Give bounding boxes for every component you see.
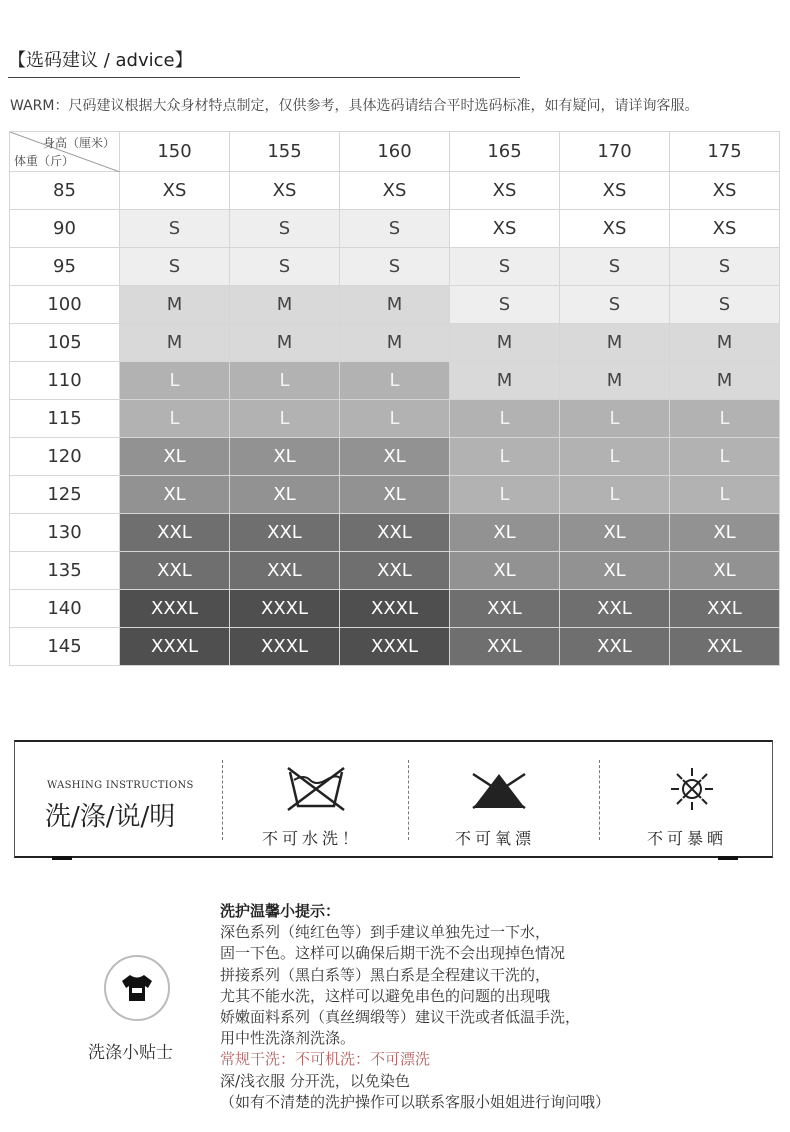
size-cell: XXL — [230, 514, 340, 552]
size-cell: M — [230, 286, 340, 324]
size-cell: XXXL — [230, 628, 340, 666]
no-bleach-icon — [469, 770, 529, 812]
size-cell: L — [340, 400, 450, 438]
size-cell: M — [560, 324, 670, 362]
size-cell: XXL — [340, 552, 450, 590]
size-cell: XXL — [670, 590, 780, 628]
size-cell: S — [670, 248, 780, 286]
tips-badge — [104, 955, 170, 1021]
divider — [718, 856, 738, 860]
height-header: 165 — [450, 132, 560, 172]
size-cell: M — [340, 324, 450, 362]
size-cell: XXXL — [230, 590, 340, 628]
size-cell: XL — [340, 438, 450, 476]
weight-cell: 100 — [10, 286, 120, 324]
size-cell: L — [670, 400, 780, 438]
corner-height-label: 身高（厘米） — [42, 136, 115, 150]
size-cell: L — [340, 362, 450, 400]
size-row — [10, 362, 780, 400]
tips-line: 用中性洗涤剂洗涤。 — [220, 1029, 356, 1048]
size-cell: XXL — [120, 514, 230, 552]
size-cell: XL — [230, 476, 340, 514]
weight-cell: 110 — [10, 362, 120, 400]
size-chart-body — [10, 172, 780, 666]
corner-cell — [10, 132, 120, 172]
size-cell: S — [560, 248, 670, 286]
size-row — [10, 324, 780, 362]
height-header: 170 — [560, 132, 670, 172]
size-cell: XXL — [670, 628, 780, 666]
weight-cell: 120 — [10, 438, 120, 476]
size-row — [10, 400, 780, 438]
size-cell: M — [230, 324, 340, 362]
weight-cell: 135 — [10, 552, 120, 590]
size-cell: S — [230, 210, 340, 248]
size-cell: XL — [670, 552, 780, 590]
no-sun-icon — [669, 766, 715, 812]
tips-caption: 洗涤小贴士 — [88, 1043, 173, 1063]
size-cell: L — [560, 476, 670, 514]
size-cell: XL — [450, 552, 560, 590]
size-cell: XL — [230, 438, 340, 476]
tips-line: 深色系列（纯红色等）到手建议单独先过一下水， — [220, 923, 551, 942]
size-cell: L — [120, 362, 230, 400]
size-cell: M — [450, 324, 560, 362]
tips-line: 固一下色。这样可以确保后期干洗不会出现掉色情况 — [220, 944, 566, 963]
size-cell: XS — [120, 172, 230, 210]
size-cell: L — [120, 400, 230, 438]
size-chart — [9, 131, 780, 666]
size-cell: XXXL — [120, 590, 230, 628]
divider — [52, 856, 72, 860]
weight-cell: 85 — [10, 172, 120, 210]
size-cell: S — [450, 286, 560, 324]
washing-title-cn: 洗/涤/说/明 — [45, 802, 176, 832]
size-cell: XXL — [560, 590, 670, 628]
size-cell: XL — [560, 514, 670, 552]
size-cell: XS — [450, 172, 560, 210]
size-cell: M — [450, 362, 560, 400]
size-cell: XXL — [120, 552, 230, 590]
size-cell: L — [670, 438, 780, 476]
size-cell: XS — [450, 210, 560, 248]
height-header: 175 — [670, 132, 780, 172]
size-cell: L — [230, 362, 340, 400]
no-bleach-label: 不可氧漂 — [455, 829, 536, 848]
size-row — [10, 552, 780, 590]
weight-cell: 145 — [10, 628, 120, 666]
size-cell: XL — [120, 438, 230, 476]
size-cell: S — [340, 248, 450, 286]
size-cell: L — [560, 400, 670, 438]
weight-cell: 140 — [10, 590, 120, 628]
size-cell: S — [230, 248, 340, 286]
height-header: 150 — [120, 132, 230, 172]
size-cell: S — [670, 286, 780, 324]
size-cell: L — [230, 400, 340, 438]
weight-cell: 130 — [10, 514, 120, 552]
corner-weight-label: 体重（斤） — [14, 154, 75, 168]
size-row — [10, 514, 780, 552]
size-row — [10, 286, 780, 324]
tips-line: 深/浅衣服 分开洗，以免染色 — [220, 1071, 410, 1090]
size-cell: S — [560, 286, 670, 324]
size-cell: XL — [670, 514, 780, 552]
weight-cell: 90 — [10, 210, 120, 248]
divider — [222, 760, 223, 840]
size-cell: XXL — [340, 514, 450, 552]
section-heading: 【选码建议 / advice】 — [8, 46, 520, 78]
size-cell: XL — [120, 476, 230, 514]
tips-line: 拼接系列（黑白系等）黑白系是全程建议干洗的， — [220, 965, 551, 984]
size-row — [10, 628, 780, 666]
height-header-row — [10, 132, 780, 172]
size-cell: XXL — [560, 628, 670, 666]
no-wash-label: 不可水洗！ — [262, 829, 363, 848]
size-row — [10, 438, 780, 476]
size-cell: XS — [560, 172, 670, 210]
warm-note: WARM：尺码建议根据大众身材特点制定，仅供参考，具体选码请结合平时选码标准，如有疑问，请详询客服。 — [10, 98, 699, 114]
care-tips — [220, 901, 610, 1113]
size-cell: XS — [670, 210, 780, 248]
size-cell: XXL — [230, 552, 340, 590]
size-cell: L — [450, 400, 560, 438]
size-cell: XXXL — [340, 628, 450, 666]
height-header: 160 — [340, 132, 450, 172]
height-header: 155 — [230, 132, 340, 172]
size-cell: XL — [340, 476, 450, 514]
washing-title-en: WASHING INSTRUCTIONS — [47, 780, 194, 791]
size-cell: XL — [450, 514, 560, 552]
size-cell: M — [120, 286, 230, 324]
tips-line: 娇嫩面料系列（真丝绸缎等）建议干洗或者低温手洗， — [220, 1008, 581, 1027]
tips-warning-line: 常规干洗：不可机洗：不可漂洗 — [220, 1050, 431, 1069]
no-sun-label: 不可暴晒 — [647, 829, 728, 848]
tips-title: 洗护温馨小提示： — [220, 902, 341, 920]
size-row — [10, 590, 780, 628]
washing-instructions-panel — [14, 740, 773, 858]
size-cell: XL — [560, 552, 670, 590]
size-cell: M — [670, 324, 780, 362]
weight-cell: 115 — [10, 400, 120, 438]
size-cell: M — [670, 362, 780, 400]
size-cell: XXL — [450, 590, 560, 628]
size-cell: XS — [230, 172, 340, 210]
size-cell: XXXL — [340, 590, 450, 628]
divider — [408, 760, 409, 840]
size-cell: XXXL — [120, 628, 230, 666]
size-row — [10, 248, 780, 286]
size-cell: S — [450, 248, 560, 286]
size-cell: M — [340, 286, 450, 324]
size-row — [10, 210, 780, 248]
weight-cell: 95 — [10, 248, 120, 286]
size-cell: XXL — [450, 628, 560, 666]
size-cell: XS — [340, 172, 450, 210]
size-cell: L — [450, 476, 560, 514]
size-cell: S — [120, 210, 230, 248]
weight-cell: 125 — [10, 476, 120, 514]
no-wash-icon — [286, 766, 346, 812]
size-cell: L — [670, 476, 780, 514]
size-cell: S — [120, 248, 230, 286]
tips-line: （如有不清楚的洗护操作可以联系客服小姐姐进行询问哦） — [220, 1092, 611, 1111]
size-cell: M — [560, 362, 670, 400]
size-cell: M — [120, 324, 230, 362]
size-cell: L — [560, 438, 670, 476]
size-row — [10, 476, 780, 514]
tips-line: 尤其不能水洗，这样可以避免串色的问题的出现哦 — [220, 986, 551, 1005]
size-cell: S — [340, 210, 450, 248]
tshirt-icon — [120, 973, 154, 1003]
divider — [599, 760, 600, 840]
weight-cell: 105 — [10, 324, 120, 362]
size-cell: XS — [670, 172, 780, 210]
size-cell: L — [450, 438, 560, 476]
size-cell: XS — [560, 210, 670, 248]
size-row — [10, 172, 780, 210]
